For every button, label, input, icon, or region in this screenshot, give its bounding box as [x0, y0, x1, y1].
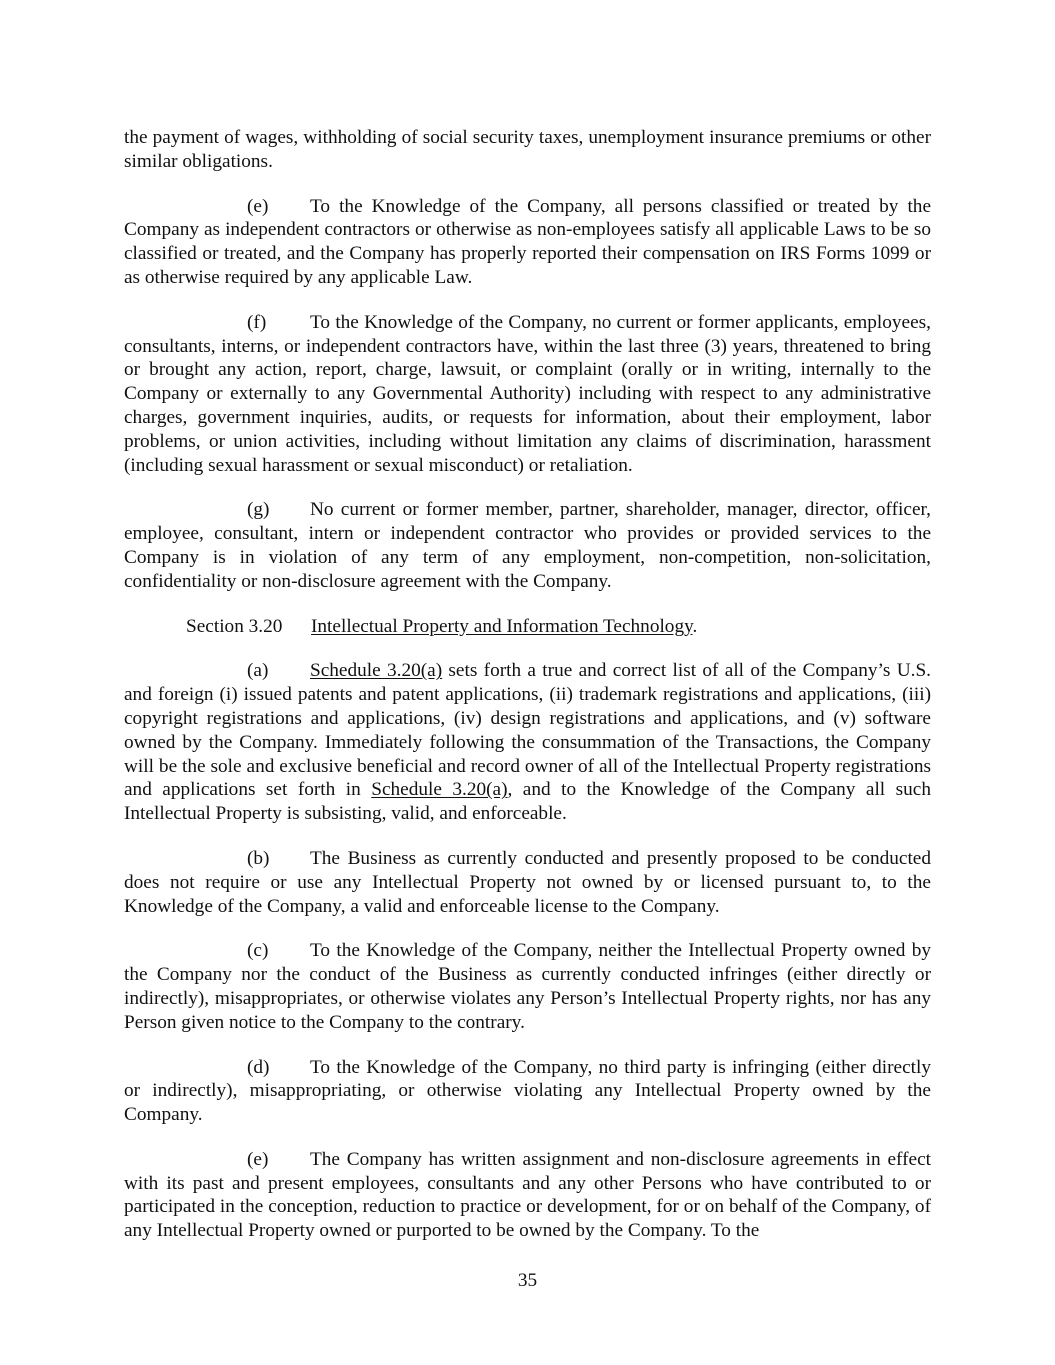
paragraph-text: To the Knowledge of the Company, neither the Intellectual Property owned by the Company nor the conduct of the Business as currently conducted infringes (either directly or indirectly), misappropriates, or otherwise violates any Person’s Intellectual Property rights, nor has any Person given notice to the Company to the contrary.: [124, 940, 931, 1033]
paragraph-text: To the Knowledge of the Company, no third party is infringing (either directly or indirectly), misappropriating, or otherwise violating any Intellectual Property owned by the Company.: [124, 1056, 931, 1126]
paragraph-ip-e-assignment: [124, 1148, 931, 1243]
paragraph-marker: (b): [247, 847, 270, 869]
paragraph-marker: (e): [247, 195, 269, 217]
paragraph-text: The Business as currently conducted and presently proposed to be conducted does not require or use any Intellectual Property not owned by or licensed pursuant to, to the Knowledge of the Company, a valid and enforceable license to the Company.: [124, 847, 931, 917]
section-number: Section 3.20: [186, 615, 283, 637]
paragraph-marker: (c): [247, 940, 269, 962]
paragraph-marker: (d): [247, 1056, 270, 1078]
section-title: Intellectual Property and Information Technology: [311, 615, 693, 637]
paragraph-ip-b-business: [124, 847, 931, 918]
paragraph-marker: (f): [247, 311, 267, 333]
document-page: [124, 126, 931, 1264]
schedule-reference: Schedule 3.20(a): [310, 660, 443, 682]
paragraph-f-claims: [124, 311, 931, 478]
paragraph-text: sets forth a true and correct list of all of the Company’s U.S. and foreign (i) issued patents and patent applications, (ii) trademark registrations and applications, (iii) copyright registrations and applications, (iv) design registrations and applications, and (v) software owned by the Company. Immediately following the consummation of the Transactions, the Company will be the sole and exclusive beneficial and record owner of all of the Intellectual Property registrations and applications set forth in: [124, 660, 931, 801]
paragraph-marker: (g): [247, 499, 270, 521]
paragraph-text: To the Knowledge of the Company, no current or former applicants, employees, consultants, interns, or independent contractors have, within the last three (3) years, threatened to bring or brought any action, report, charge, lawsuit, or complaint (orally or in writing, internally to the Company or externally to any Governmental Authority) including with respect to any administrative charges, government inquiries, audits, or requests for information, about their employment, labor problems, or union activities, including without limitation any claims of discrimination, harassment (including sexual harassment or sexual misconduct) or retaliation.: [124, 311, 931, 476]
paragraph-marker: (e): [247, 1148, 269, 1170]
section-title-period: .: [692, 615, 698, 637]
paragraph-text: The Company has written assignment and non-disclosure agreements in effect with its past and present employees, consultants and any other Persons who have contributed to or participated in the conception, reduction to practice or development, for or on behalf of the Company, of any Intellectual Property owned or purported to be owned by the Company. To the: [124, 1148, 931, 1242]
paragraph-text: To the Knowledge of the Company, all persons classified or treated by the Company as independent contractors or otherwise as non-employees satisfy all applicable Laws to be so classified or treated, and the Company has properly reported their compensation on IRS Forms 1099 or as otherwise required by any applicable Law.: [124, 195, 931, 288]
paragraph-g-violations: [124, 498, 931, 593]
paragraph-e-independent-contractors: [124, 195, 931, 290]
section-heading: [124, 615, 931, 639]
continuation-paragraph: the payment of wages, withholding of social security taxes, unemployment insurance premiums or other similar obligations.: [124, 127, 931, 172]
paragraph-text: , and to the Knowledge of the Company all such Intellectual Property is subsisting, valid, and enforceable.: [124, 779, 931, 825]
paragraph-ip-c-infringement: [124, 939, 931, 1034]
paragraph-text: No current or former member, partner, shareholder, manager, director, officer, employee, consultant, intern or independent contractor who provides or provided services to the Company is in violation of any term of any employment, non-competition, non-solicitation, confidentiality or non-disclosure agreement with the Company.: [124, 499, 931, 592]
paragraph-marker: (a): [247, 660, 269, 682]
paragraph-ip-a-registrations: [124, 659, 931, 826]
schedule-reference: Schedule 3.20(a): [371, 779, 508, 801]
page-number: 35: [517, 1270, 538, 1291]
paragraph-ip-d-third-party: [124, 1056, 931, 1127]
